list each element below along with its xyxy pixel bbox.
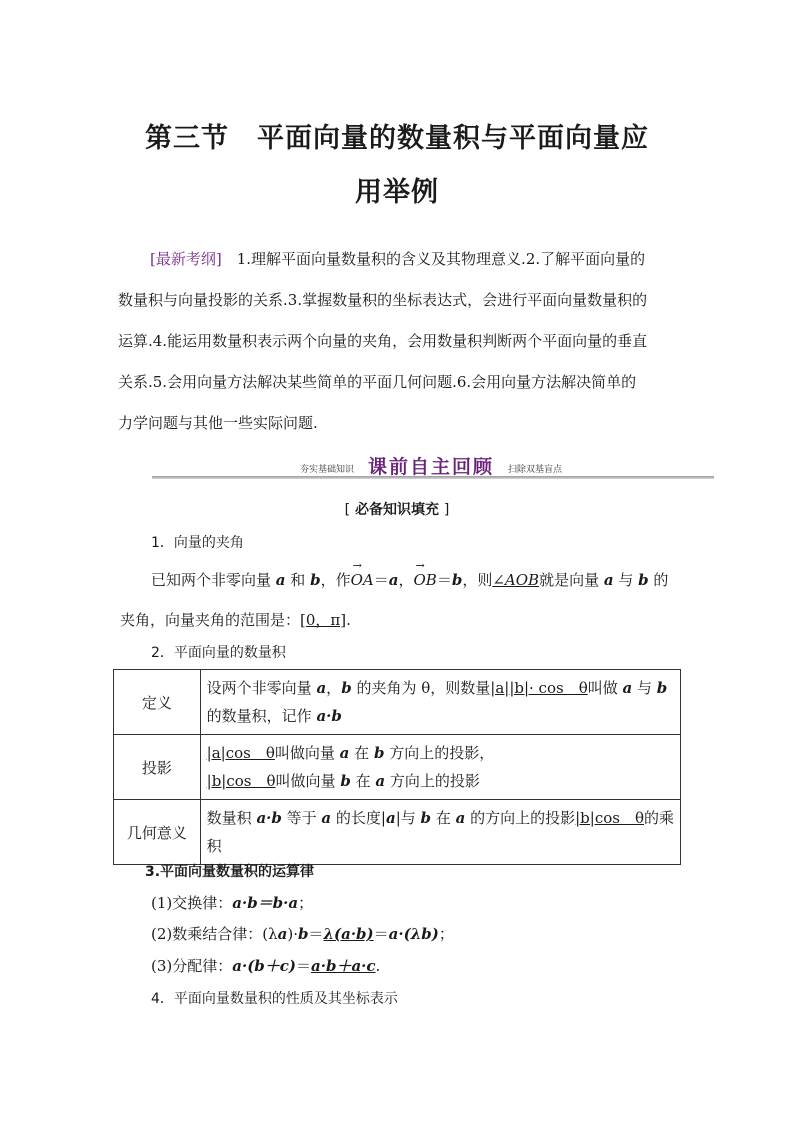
syllabus-text: 1.理解平面向量数量积的含义及其物理意义.2.了解平面向量的 [236,250,646,268]
box-heading [0,499,794,519]
bracket-open: [ [344,502,351,518]
page-title-line-2: 用举例 [355,177,439,208]
dot-product-table [113,669,681,865]
syllabus-line-5: 力学问题与其他一些实际问题. [118,414,318,432]
table-row [114,735,681,800]
syllabus-line-2: 数量积与向量投影的关系.3.掌握数量积的坐标表达式，会进行平面向量数量积的 [118,291,648,309]
row-key-geometric-meaning: 几何意义 [114,800,201,865]
section-banner [152,448,714,482]
box-heading-text: 必备知识填充 [355,502,439,518]
bracket-close: ] [443,502,450,518]
syllabus-paragraph [118,239,674,444]
row-key-projection: 投影 [114,735,201,800]
angle-range-answer: [0，π] [300,611,347,629]
section-4-heading: 4．平面向量数量积的性质及其坐标表示 [151,991,398,1007]
law-distributive: (3)分配律：a·(b＋c)＝a·b＋a·c. [151,957,381,975]
row-key-definition: 定义 [114,670,201,735]
syllabus-tag: [最新考纲] [150,250,222,268]
row-value-definition: 设两个非零向量 a，b 的夹角为 θ，则数量|a||b|· cos θ叫做 a 与 b 的数量积，记作 a·b [200,670,680,735]
projection-answer-2: |b|cos θ [206,772,276,790]
distributive-answer: a·b＋a·c [311,957,376,975]
syllabus-line-3: 运算.4.能运用数量积表示两个向量的夹角，会用数量积判断两个平面向量的垂直 [118,332,648,350]
projection-answer-1: |a|cos θ [206,744,275,762]
angle-aob-answer: ∠AOB [492,571,540,589]
section-2-heading: 2．平面向量的数量积 [151,645,286,661]
table-row [114,670,681,735]
row-value-projection: |a|cos θ叫做向量 a 在 b 方向上的投影， |b|cos θ叫做向量 b 在 a 方向上的投影 [200,735,680,800]
page-title-line-1: 第三节 平面向量的数量积与平面向量应 [145,123,649,154]
section-3-heading: 3.平面向量数量积的运算律 [145,864,315,880]
syllabus-line-4: 关系.5.会用向量方法解决某些简单的平面几何问题.6.会用向量方法解决简单的 [118,373,637,391]
banner-right-text: 扫除双基盲点 [508,465,563,475]
section-1-line-2: 夹角，向量夹角的范围是：[0，π]. [120,611,351,629]
table-row [114,800,681,865]
geometric-answer: |b|cos θ [575,809,644,827]
associative-answer: λ(a·b) [323,925,374,943]
section-1-line-1: 已知两个非零向量 a 和 b，作→ OA＝a，→ OB＝b，则∠AOB就是向量 a 与 b 的 [151,569,668,590]
law-associative: (2)数乘结合律：(λa)·b＝λ(a·b)＝a·(λb)； [151,925,454,943]
syllabus-line-1 [118,239,674,280]
row-value-geometric-meaning: 数量积 a·b 等于 a 的长度|a|与 b 在 a 的方向上的投影|b|cos θ的乘 积 [200,800,680,865]
law-commutative: (1)交换律：a·b＝b·a； [151,894,314,912]
banner-title: 课前自主回顾 [368,456,495,478]
vector-ob: → OB [413,571,436,589]
section-1-heading: 1．向量的夹角 [151,535,244,551]
definition-answer: |a||b|· cos θ [490,679,588,697]
banner-left-text: 夯实基础知识 [300,465,355,475]
vector-oa: → OA [351,571,374,589]
